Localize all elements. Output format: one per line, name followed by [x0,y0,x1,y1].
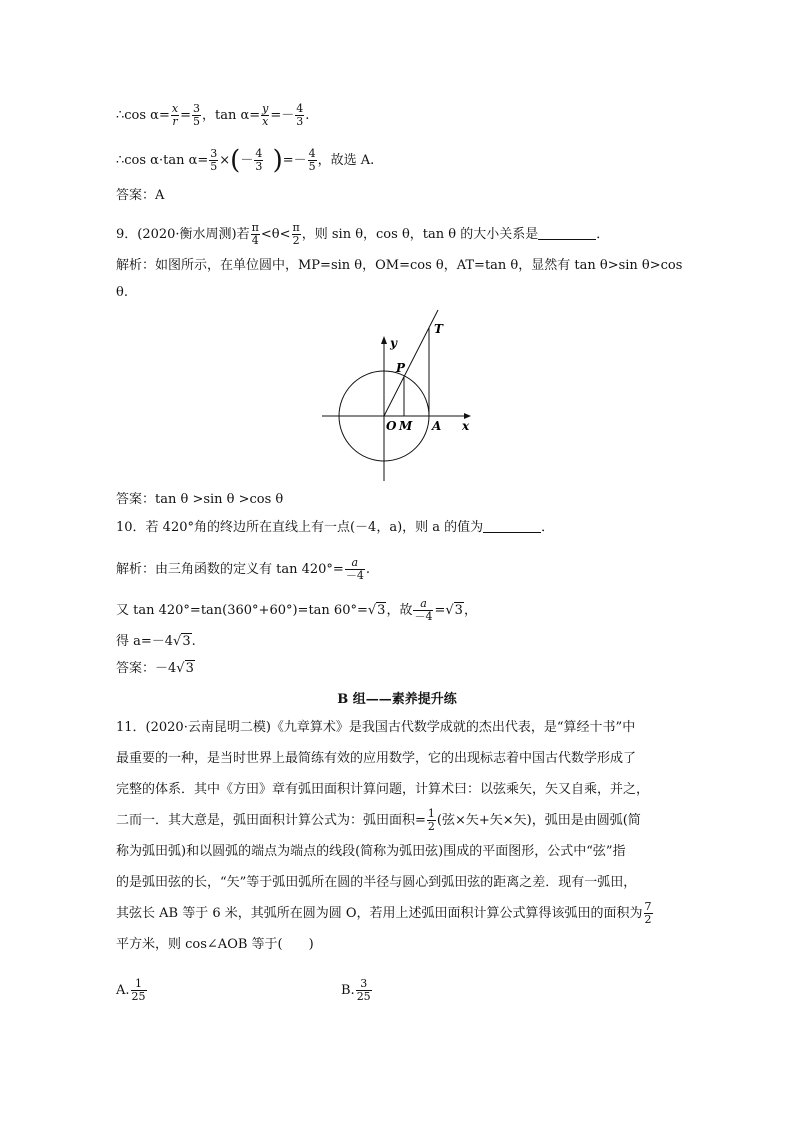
fraction-num: a [413,598,433,611]
q10-sol2-mid: ，故 [386,603,413,618]
fraction-num: 3 [356,978,372,991]
sol8-l1-prefix: ∴cos α= [116,108,170,123]
fraction-num: y [262,102,269,115]
fraction [171,103,179,128]
fraction [254,148,263,173]
left-paren: ( [230,145,241,176]
sqrt: √3 [176,661,194,676]
radicand: 3 [182,634,191,649]
question-11 [116,712,681,960]
fraction-den: 25 [131,990,146,1003]
q11-line-8: 平方米，则 cos∠AOB 等于( ) [116,937,314,952]
fraction [356,978,372,1003]
q9-solution-line-2: θ. [116,285,128,300]
fraction-den: 3 [296,115,304,128]
q11-line-1: 11．(2020·云南昆明二模)《九章算术》是我国古代数学成就的杰出代表，是“算经十书”中 [116,720,636,735]
fraction-num: π [251,221,259,234]
fraction [261,103,269,128]
radicand: 3 [185,661,194,676]
fraction-num: a [345,557,365,570]
q9-suffix: ，则 sin θ，cos θ，tan θ 的大小关系是 [301,227,539,242]
fraction-den: －4 [345,569,364,582]
fraction-den: 5 [308,160,316,173]
label-y: y [390,336,397,350]
choice-b[interactable] [341,978,373,1003]
label-O: O [386,419,397,433]
q10-solution-line-2 [116,598,477,623]
fraction-den: 3 [255,160,263,173]
sol8-l2-end: ，故选 A. [317,153,375,168]
q10-solution-line-1 [116,557,370,582]
answer-10-prefix: 答案：－4 [116,661,177,676]
fraction-num: 3 [192,102,200,115]
fraction [345,557,365,582]
label-x: x [462,419,470,433]
q10-end: ． [541,520,555,535]
fraction-num: 1 [131,978,147,991]
fraction-den: 2 [292,234,300,247]
question-10 [116,518,554,538]
fraction-den: －4 [414,610,433,623]
choice-a-label: A. [116,983,130,998]
q9-prefix: 9．(2020·衡水周测)若 [116,227,250,242]
fraction [295,103,304,128]
q11-l4-suffix: (弦×矢+矢×矢)，弧田是由圆弧(简 [436,813,641,828]
answer-blank [538,225,596,240]
q10-sol1-prefix: 解析：由三角函数的定义有 tan 420°= [116,562,344,577]
period: . [365,562,370,577]
label-M: M [399,419,413,433]
q11-line-3: 完整的体系．其中《方田》章有弧田面积计算问题，计算术曰：以弦乘矢，矢又自乘，并之， [116,782,650,797]
q11-l4-prefix: 二而一．其大意是，弧田面积计算公式为：弧田面积= [116,813,426,828]
fraction-num: 1 [427,807,435,820]
fraction-num: π [292,221,300,234]
equals-minus: =－ [270,108,295,123]
y-axis-arrow [381,336,387,344]
fraction-den: 4 [251,234,259,247]
q9-mid: <θ< [260,227,291,242]
fraction-den: x [262,115,269,128]
fraction [251,222,260,247]
sqrt: √3 [445,603,463,618]
answer-blank [483,518,541,533]
q11-l7-prefix: 其弦长 AB 等于 6 米，其弧所在圆为圆 O，若用上述弧田面积计算公式算得该弧田的面积为 [116,906,643,921]
equals: = [180,108,191,123]
sol8-l2-prefix: ∴cos α·tan α= [116,153,209,168]
fraction [413,598,433,623]
right-paren: ) [272,145,283,176]
answer-8: 答案：A [116,188,165,203]
unit-circle-figure [318,306,478,484]
fraction [209,148,218,173]
fraction [644,901,653,926]
fraction [292,222,301,247]
fraction-den: 2 [644,913,652,926]
fraction-den: r [172,115,178,128]
fraction-num: x [171,102,179,115]
radicand: 3 [377,603,386,618]
answer-9: 答案：tan θ >sin θ >cos θ [116,492,284,507]
minus-sign: － [240,153,254,168]
fraction-num: 4 [255,147,263,160]
fraction-den: 2 [427,820,435,833]
question-9 [116,222,609,247]
sqrt: √3 [367,603,386,618]
q9-end: ． [596,227,610,242]
q11-line-7 [116,898,681,929]
terminal-ray [384,310,438,416]
q11-line-5: 称为弧田弧)和以圆弧的端点为端点的线段(简称为弧田弦)围成的平面图形，公式中“弦”指 [116,844,626,859]
q10-sol2-prefix: 又 tan 420°=tan(360°+60°)=tan 60°= [116,603,368,618]
fraction-num: 4 [296,102,304,115]
comma: ， [463,603,477,618]
equals-minus: =－ [282,153,307,168]
q10-stem: 10．若 420°角的终边所在直线上有一点(－4，a)，则 a 的值为 [116,520,484,535]
times-sign: × [219,153,231,168]
label-T: T [434,322,443,336]
radicand: 3 [454,603,463,618]
sqrt: √3 [173,634,191,649]
q10-sol3-prefix: 得 a=－4 [116,634,174,649]
fraction [427,808,436,833]
fraction-den: 5 [210,160,218,173]
fraction-den: 25 [356,990,371,1003]
fraction-num: 4 [308,147,316,160]
solution-8-line-1 [116,103,309,128]
q11-line-6: 的是弧田弦的长，“矢”等于弧田弧所在圆的半径与圆心到弧田弦的距离之差．现有一弧田， [116,875,637,890]
equals: = [434,603,446,618]
sol8-l1-mid: ，tan α= [201,108,261,123]
q11-line-2: 最重要的一种，是当时世界上最简练有效的应用数学，它的出现标志着中国古代数学形成了 [116,751,637,766]
q10-solution-line-3 [116,632,196,652]
fraction-den: 5 [192,115,200,128]
section-b-heading: B 组——素养提升练 [337,692,457,707]
fraction [131,978,147,1003]
answer-10 [116,659,195,679]
choice-a[interactable] [116,978,148,1003]
fraction-num: 3 [210,147,218,160]
solution-8-line-2 [116,145,375,176]
q11-line-4 [116,805,681,836]
fraction [308,148,317,173]
label-P: P [396,361,406,375]
q9-solution-line-1: 解析：如图所示，在单位圆中，MP=sin θ，OM=cos θ，AT=tan θ，显然有 tan θ>sin θ>cos [116,258,683,273]
period: . [305,108,310,123]
fraction-num: 7 [644,900,652,913]
fraction [192,103,201,128]
choice-b-label: B. [341,983,355,998]
label-A: A [432,419,442,433]
period: . [191,634,196,649]
